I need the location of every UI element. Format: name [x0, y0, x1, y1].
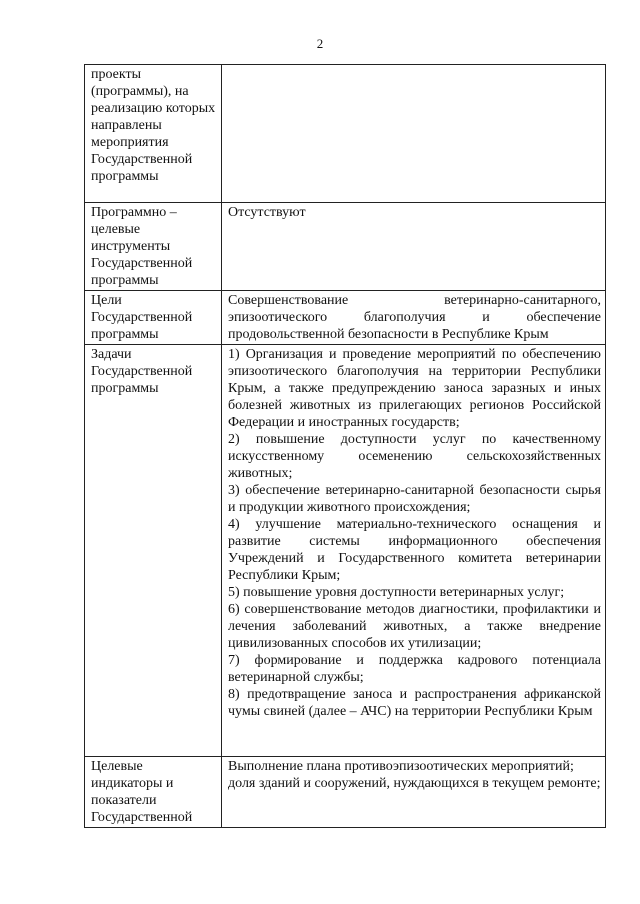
row-label: проекты (программы), на реализацию которых направлены мероприятия Государственной программы — [85, 65, 222, 203]
indicator-item: Выполнение плана противоэпизоотических мероприятий; — [228, 759, 574, 774]
table-row-tasks — [85, 345, 606, 757]
table-row-projects — [85, 65, 606, 203]
table-row-indicators — [85, 757, 606, 828]
task-item: 5) повышение уровня доступности ветеринарных услуг; — [228, 585, 565, 600]
row-content — [222, 65, 606, 203]
row-label: Целевые индикаторы и показатели Государственной — [85, 757, 222, 828]
row-content — [222, 757, 606, 828]
table-row-goals — [85, 291, 606, 345]
task-item: 1) Организация и проведение мероприятий по обеспечению эпизоотического благополучия на территории Республики Крым, а также предупреждению заноса заразных и иных болезней животных из прилегающих регионов Российской Федерации и иностранных государств; — [228, 347, 601, 430]
page-number: 2 — [316, 36, 324, 51]
row-label: Цели Государственной программы — [85, 291, 222, 345]
row-label: Задачи Государственной программы — [85, 345, 222, 757]
row-label: Программно – целевые инструменты Государственной программы — [85, 203, 222, 291]
indicator-item: доля зданий и сооружений, нуждающихся в текущем ремонте; — [228, 776, 601, 791]
table-row-program-tools — [85, 203, 606, 291]
task-item: 4) улучшение материально-технического оснащения и развитие системы информационного обеспечения Учреждений и Государственного комитета ветеринарии Республики Крым; — [228, 517, 601, 583]
task-item: 6) совершенствование методов диагностики, профилактики и лечения заболеваний животных, а также внедрение цивилизованных способов их утилизации; — [228, 602, 601, 651]
program-passport-table — [84, 64, 606, 828]
row-content — [222, 291, 606, 345]
task-item: 7) формирование и поддержка кадрового потенциала ветеринарной службы; — [228, 653, 601, 685]
content-paragraph: Совершенствование ветеринарно-санитарного, эпизоотического благополучия и обеспечение продовольственной безопасности в Республике Крым — [228, 293, 601, 342]
task-item: 2) повышение доступности услуг по качественному искусственному осеменению сельскохозяйственных животных; — [228, 432, 601, 481]
content-paragraph: Отсутствуют — [228, 205, 306, 220]
row-content — [222, 345, 606, 757]
task-item: 3) обеспечение ветеринарно-санитарной безопасности сырья и продукции животного происхождения; — [228, 483, 601, 515]
task-item: 8) предотвращение заноса и распространения африканской чумы свиней (далее – АЧС) на территории Республики Крым — [228, 687, 601, 719]
row-content — [222, 203, 606, 291]
